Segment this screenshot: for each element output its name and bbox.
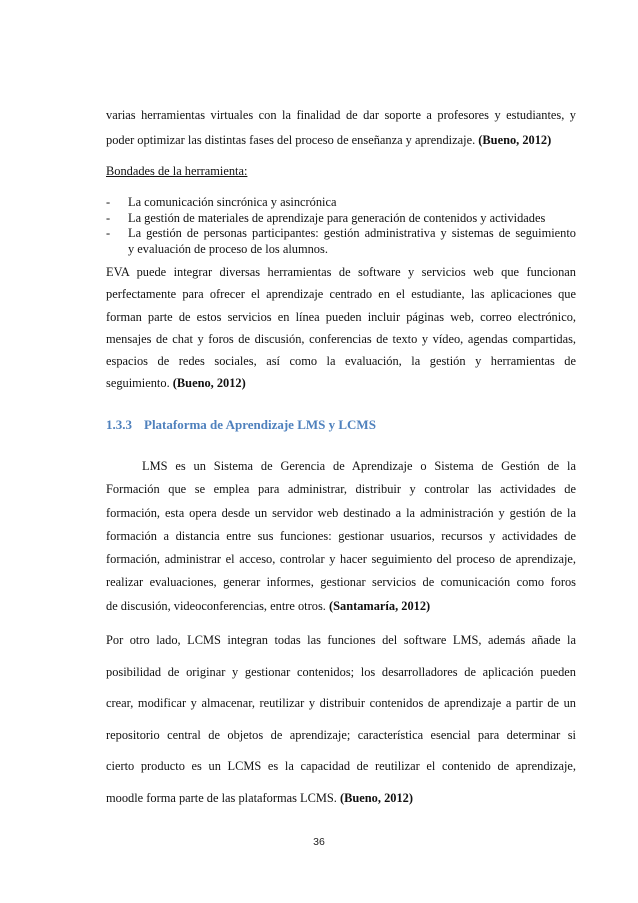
intro-paragraph — [106, 103, 576, 153]
text-fragment: seguimiento. — [106, 376, 170, 391]
text-line: Formación que se emplea para administrar, distribuir y controlar las actividades de — [106, 482, 576, 497]
subtitle: Bondades de la herramienta: — [106, 164, 248, 178]
text-line: varias herramientas virtuales con la finalidad de dar soporte a profesores y estudiantes, y — [106, 108, 576, 122]
text-line: crear, modificar y almacenar, reutilizar y distribuir contenidos de aprendizaje a partir de un — [106, 696, 576, 710]
text-line: LMS es un Sistema de Gerencia de Aprendizaje o Sistema de Gestión de la — [142, 459, 576, 473]
bullet-dash: - — [106, 195, 111, 209]
text-line: posibilidad de originar y gestionar contenidos; los desarrolladores de aplicación pueden — [106, 664, 576, 679]
bullet-dash: - — [106, 210, 111, 225]
text-line: formación, administrar el acceso, controlar y hacer seguimiento del proceso de aprendizaje, — [106, 552, 576, 567]
bullet-dash: - — [106, 226, 111, 240]
list-item-text: La gestión de materiales de aprendizaje para generación de contenidos y actividades — [128, 210, 546, 225]
citation: (Santamaría, 2012) — [328, 598, 431, 613]
text-fragment: poder optimizar las distintas fases del proceso de enseñanza y aprendizaje. — [106, 133, 476, 147]
lcms-paragraph — [106, 625, 576, 814]
citation: (Bueno, 2012) — [340, 790, 413, 805]
text-line: formación, esta opera desde un servidor web destinado a la administración y gestión de la — [106, 505, 576, 520]
text-line: Por otro lado, LCMS integran todas las funciones del software LMS, además añade la — [106, 633, 576, 647]
text-line: espacios de redes sociales, así como la evaluación, la gestión y herramientas de — [106, 354, 576, 369]
list-item-text: y evaluación de proceso de los alumnos. — [128, 241, 328, 256]
section-title: Plataforma de Aprendizaje LMS y LCMS — [144, 417, 376, 432]
section-heading — [106, 417, 376, 433]
text-line: EVA puede integrar diversas herramientas de software y servicios web que funcionan — [106, 265, 576, 279]
text-line — [106, 783, 576, 815]
citation: (Bueno, 2012) — [172, 376, 246, 391]
text-line: forman parte de estos servicios en línea pueden incluir páginas web, correo electrónico, — [106, 309, 576, 324]
text-line: perfectamente para ofrecer el aprendizaje centrado en el estudiante, las aplicaciones que — [106, 287, 576, 302]
text-line: realizar evaluaciones, generar informes, gestionar servicios de comunicación como foros — [106, 575, 576, 590]
list-item — [106, 226, 576, 257]
page-number: 36 — [313, 836, 325, 848]
text-fragment: moodle forma parte de las plataformas LCMS. — [106, 790, 337, 805]
bondades-list — [106, 195, 576, 257]
text-fragment: de discusión, videoconferencias, entre otros. — [106, 598, 326, 613]
eva-paragraph — [106, 261, 576, 395]
lms-paragraph — [106, 455, 576, 618]
list-item — [106, 211, 576, 227]
text-line: cierto producto es un LCMS es la capacidad de reutilizar el contenido de aprendizaje, — [106, 759, 576, 773]
list-item — [106, 195, 576, 211]
citation: (Bueno, 2012) — [478, 133, 552, 147]
text-line: formación a distancia entre sus funciones: gestionar usuarios, recursos y actividades de — [106, 528, 576, 543]
text-line: repositorio central de objetos de aprendizaje; característica esencial para determinar si — [106, 727, 576, 742]
list-item-text: La comunicación sincrónica y asincrónica — [128, 195, 337, 209]
text-line: mensajes de chat y foros de discusión, conferencias de texto y vídeo, agendas compartidas, — [106, 331, 576, 346]
text-line — [106, 128, 576, 153]
list-item-text: La gestión de personas participantes: gestión administrativa y sistemas de seguimiento — [128, 226, 576, 240]
text-line — [106, 372, 576, 394]
bondades-title — [106, 164, 576, 179]
section-number: 1.3.3 — [106, 417, 132, 432]
text-line — [106, 595, 576, 618]
